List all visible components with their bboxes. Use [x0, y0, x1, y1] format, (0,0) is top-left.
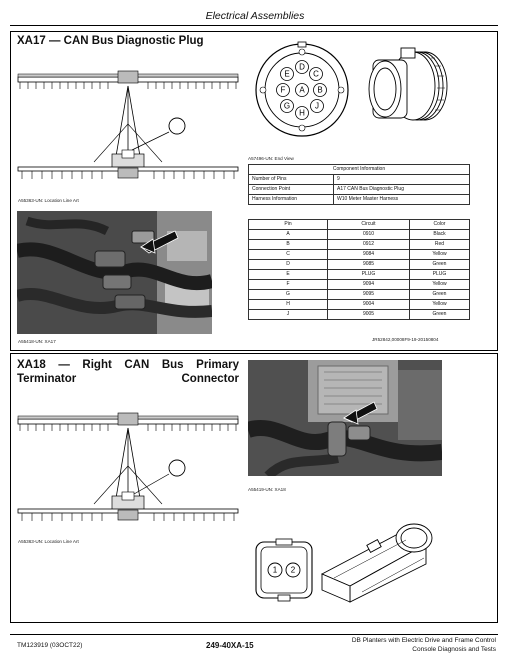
pin-label-j: J — [315, 101, 319, 111]
xa18-photo — [248, 360, 442, 476]
header-rule — [10, 25, 498, 26]
pin-label-c: C — [313, 69, 319, 79]
component-info-title: Component Information — [249, 165, 470, 175]
xa18-title: XA18 — Right CAN Bus Primary Terminator Connector — [17, 359, 239, 385]
table-row: Connection Point A17 CAN Bus Diagnostic Plug — [249, 185, 470, 195]
xa17-end-view-caption: A57496-UN: End View — [248, 156, 294, 161]
xa18-location-caption: A55363-UN: Location Line Art — [18, 539, 79, 544]
table-row: J 9005 Green — [249, 310, 470, 320]
footer-page-number: 249-40XA-15 — [206, 641, 254, 650]
xa17-photo — [17, 211, 212, 334]
pin-table — [248, 219, 470, 320]
xa17-connector-end-view — [252, 40, 352, 140]
xa18-photo-caption: A55419-UN: XA18 — [248, 487, 286, 492]
footer-rule — [10, 634, 498, 635]
xa17-reference-code: JR52842,00008F9-19-20150804 — [372, 337, 439, 342]
xa18-connector-end-view — [254, 538, 314, 602]
terminator-pin-label-2: 2 — [290, 565, 296, 575]
terminator-pin-label-1: 1 — [272, 565, 278, 575]
xa17-title: XA17 — CAN Bus Diagnostic Plug — [17, 35, 204, 47]
component-info-table — [248, 164, 470, 205]
table-row: Number of Pins 9 — [249, 175, 470, 185]
pin-label-a: A — [299, 85, 305, 95]
page-header-title: Electrical Assemblies — [205, 10, 305, 22]
pin-label-d: D — [299, 62, 305, 72]
xa17-location-caption: A55363-UN: Location Line Art — [18, 198, 79, 203]
footer-title-line2: Console Diagnosis and Tests — [412, 646, 496, 653]
pin-label-g: G — [283, 101, 291, 111]
table-row: G 9095 Green — [249, 290, 470, 300]
xa18-location-line-art — [14, 404, 242, 530]
pin-label-h: H — [299, 108, 305, 118]
pin-label-e: E — [284, 69, 290, 79]
pin-label-b: B — [317, 85, 323, 95]
pin-label-f: F — [280, 85, 286, 95]
table-row: F 9094 Yellow — [249, 280, 470, 290]
table-row: B 0912 Red — [249, 240, 470, 250]
pin-table-header: Pin Circuit Color — [249, 220, 470, 230]
table-row: Harness Information W10 Meter Master Harness — [249, 195, 470, 205]
table-row: H 9004 Yellow — [249, 300, 470, 310]
table-row: C 9084 Yellow — [249, 250, 470, 260]
xa18-connector-3d-view — [314, 512, 442, 604]
table-row: E PLUG PLUG — [249, 270, 470, 280]
footer-doc-id: TM123919 (03OCT22) — [17, 642, 83, 649]
xa17-photo-caption: A55418-UN: XA17 — [18, 339, 56, 344]
table-row: A 0910 Black — [249, 230, 470, 240]
table-row: D 9085 Green — [249, 260, 470, 270]
footer-title-line1: DB Planters with Electric Drive and Frame Control — [351, 637, 496, 644]
xa17-location-line-art — [14, 62, 242, 188]
xa17-connector-3d-view — [365, 44, 453, 136]
